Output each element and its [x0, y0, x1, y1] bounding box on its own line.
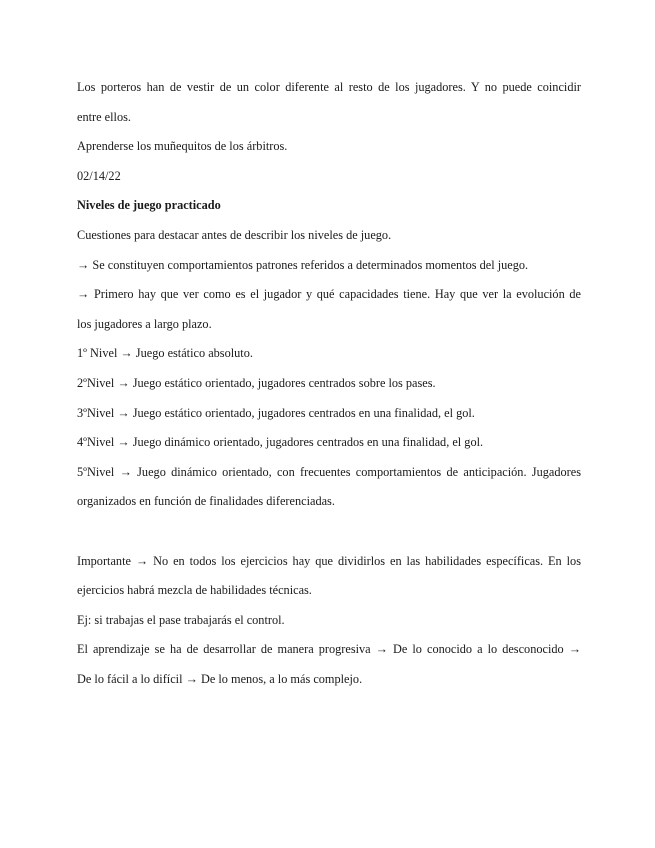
blank-line [77, 517, 581, 547]
text-line: Importante → No en todos los ejercicios hay que dividirlos en las habilidades específicas. En los [77, 553, 581, 568]
text-line: El aprendizaje se ha de desarrollar de manera progresiva → De lo conocido a lo desconocido → [77, 642, 581, 657]
text-line: Cuestiones para destacar antes de describir los niveles de juego. [77, 227, 392, 242]
text-line: organizados en función de finalidades diferenciadas. [77, 494, 335, 509]
text-line: Aprenderse los muñequitos de los árbitros. [77, 139, 288, 154]
text-line: Los porteros han de vestir de un color diferente al resto de los jugadores. Y no puede coincidir [77, 80, 581, 94]
text-line: ejercicios habrá mezcla de habilidades técnicas. [77, 583, 312, 598]
section-heading: Niveles de juego practicado [77, 198, 221, 213]
text-line: → Se constituyen comportamientos patrones referidos a determinados momentos del juego. [77, 257, 529, 272]
level-line: 2ºNivel → Juego estático orientado, jugadores centrados sobre los pases. [77, 375, 436, 390]
text-line: → Primero hay que ver como es el jugador y qué capacidades tiene. Hay que ver la evolución de [77, 287, 581, 302]
text-line: De lo fácil a lo difícil → De lo menos, a lo más complejo. [77, 671, 363, 686]
level-line: 4ºNivel → Juego dinámico orientado, jugadores centrados en una finalidad, el gol. [77, 435, 484, 450]
level-line: 3ºNivel → Juego estático orientado, jugadores centrados en una finalidad, el gol. [77, 405, 475, 420]
date-line: 02/14/22 [77, 168, 121, 183]
text-line: entre ellos. [77, 109, 131, 124]
document-body [77, 73, 581, 694]
text-line: Ej: si trabajas el pase trabajarás el control. [77, 612, 285, 627]
level-line: 1º Nivel → Juego estático absoluto. [77, 346, 253, 361]
level-line: 5ºNivel → Juego dinámico orientado, con frecuentes comportamientos de anticipación. Jugadores [77, 464, 581, 479]
text-line: los jugadores a largo plazo. [77, 316, 212, 331]
